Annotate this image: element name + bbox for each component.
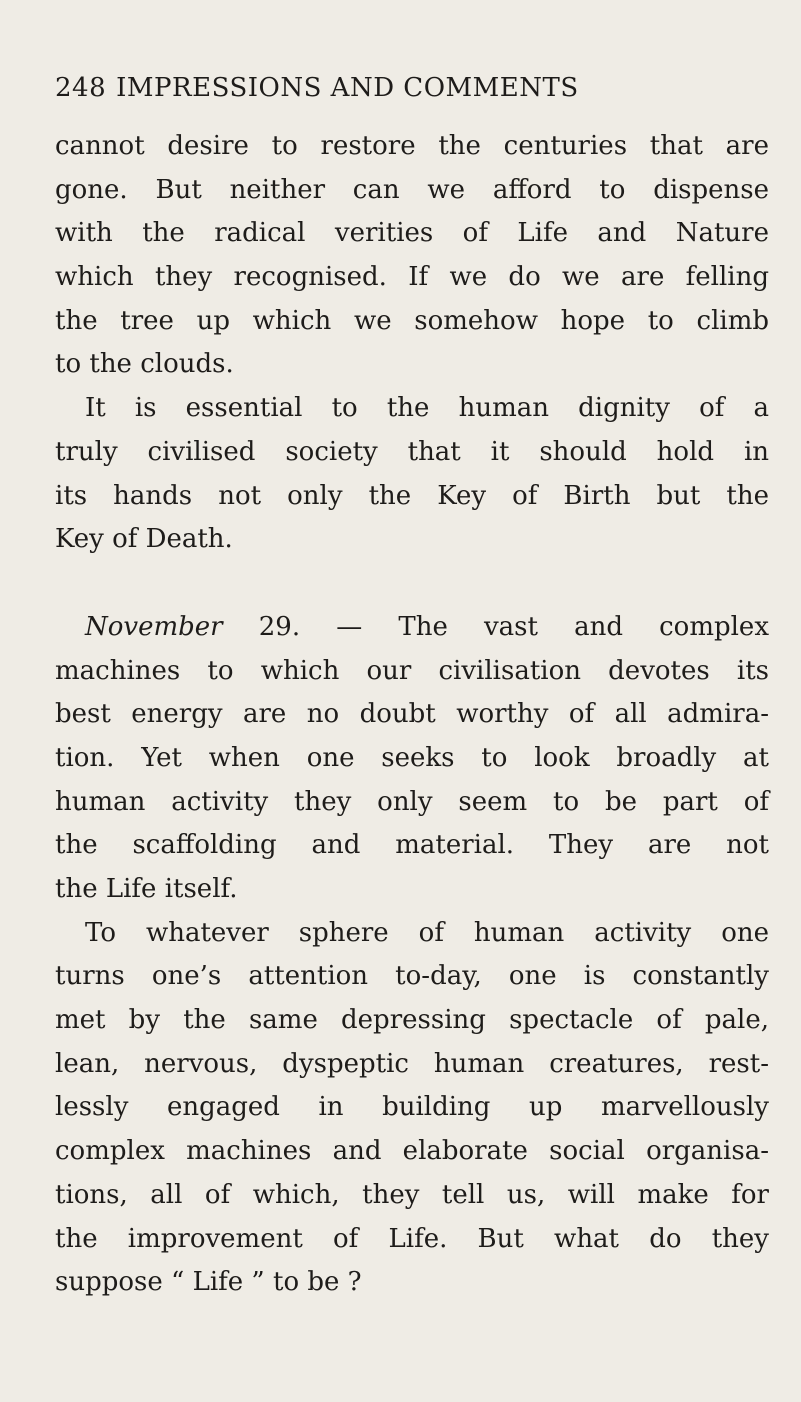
paragraph — [55, 387, 769, 562]
text-line: tion. Yet when one seeks to look broadly at — [55, 742, 769, 773]
text-line: which they recognised. If we do we are felling — [55, 262, 769, 293]
text-line: human activity they only seem to be part of — [55, 786, 769, 817]
section-gap — [55, 562, 769, 606]
text-line: lessly engaged in building up marvellously — [55, 1092, 769, 1123]
paragraph — [55, 125, 769, 387]
text-line: the scaffolding and material. They are not — [55, 830, 769, 861]
text-line: cannot desire to restore the centuries that are — [55, 131, 769, 161]
text-line: suppose “ Life ” to be ? — [55, 1267, 362, 1298]
running-head — [55, 70, 755, 106]
text-line: gone. But neither can we afford to dispense — [55, 174, 769, 205]
text-line: To whatever sphere of human activity one — [85, 917, 769, 948]
text-line: with the radical verities of Life and Nature — [55, 218, 769, 249]
text-line: best energy are no doubt worthy of all admira- — [55, 699, 769, 730]
dated-entry — [55, 606, 769, 912]
text-line: It is essential to the human dignity of a — [85, 393, 769, 424]
text-line: truly civilised society that it should hold in — [55, 436, 769, 467]
text-line: tions, all of which, they tell us, will make for — [55, 1179, 769, 1210]
entry-first-line — [55, 606, 769, 650]
entry-first-line-text: 29. — The vast and complex — [222, 611, 769, 642]
text-line: Key of Death. — [55, 524, 233, 555]
paragraph — [55, 912, 769, 1305]
text-line: complex machines and elaborate social organisa- — [55, 1136, 769, 1167]
text-line: lean, nervous, dyspeptic human creatures, rest- — [55, 1048, 769, 1079]
text-line: its hands not only the Key of Birth but the — [55, 480, 769, 511]
text-line: machines to which our civilisation devotes its — [55, 655, 769, 686]
text-line: met by the same depressing spectacle of pale, — [55, 1005, 769, 1036]
text-line: the improvement of Life. But what do they — [55, 1223, 769, 1254]
page-number: 248 — [55, 73, 107, 103]
text-line: turns one’s attention to-day, one is constantly — [55, 961, 769, 992]
text-line: to the clouds. — [55, 349, 234, 380]
text-line: the tree up which we somehow hope to climb — [55, 305, 769, 336]
body-text — [55, 125, 769, 1305]
entry-date: November — [85, 611, 223, 642]
running-title: IMPRESSIONS AND COMMENTS — [116, 73, 579, 103]
text-line: the Life itself. — [55, 874, 238, 904]
